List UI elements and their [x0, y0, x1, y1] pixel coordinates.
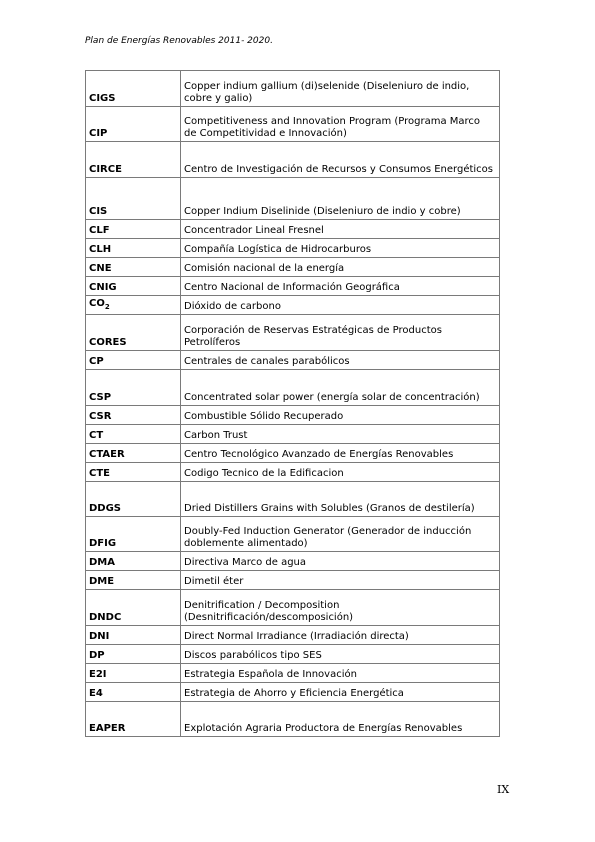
abbreviation-cell [86, 71, 181, 107]
abbreviations-table [85, 70, 500, 737]
abbreviation-cell [86, 463, 181, 482]
table-row [86, 590, 500, 626]
abbreviation-description: Copper indium gallium (di)selenide (Diseleniuro de indio, cobre y galio) [181, 71, 500, 107]
abbreviation-description: Denitrification / Decomposition (Desnitrificación/descomposición) [181, 590, 500, 626]
abbreviation-description: Competitiveness and Innovation Program (Programa Marco de Competitividad e Innovación) [181, 107, 500, 142]
abbreviation-description: Estrategia Española de Innovación [181, 664, 500, 683]
abbreviation-code: E2I [89, 669, 107, 680]
table-row [86, 351, 500, 370]
table-row [86, 107, 500, 142]
abbreviation-code: EAPER [89, 723, 126, 734]
abbreviation-description: Codigo Tecnico de la Edificacion [181, 463, 500, 482]
abbreviation-cell [86, 626, 181, 645]
abbreviation-description: Centro Tecnológico Avanzado de Energías Renovables [181, 444, 500, 463]
page-header: Plan de Energías Renovables 2011- 2020. [85, 36, 273, 46]
abbreviation-code: CP [89, 356, 104, 367]
table-row [86, 220, 500, 239]
abbreviation-description: Comisión nacional de la energía [181, 258, 500, 277]
table-row [86, 552, 500, 571]
abbreviation-code: CTE [89, 468, 110, 479]
table-row [86, 258, 500, 277]
abbreviation-subscript: 2 [104, 303, 110, 311]
abbreviation-code: CIP [89, 128, 108, 139]
table-row [86, 178, 500, 220]
abbreviation-cell [86, 590, 181, 626]
abbreviation-description: Directiva Marco de agua [181, 552, 500, 571]
page-number: IX [497, 783, 510, 796]
abbreviation-cell [86, 571, 181, 590]
abbreviation-description: Explotación Agraria Productora de Energías Renovables [181, 702, 500, 737]
table-row [86, 683, 500, 702]
abbreviation-code: CIS [89, 206, 108, 217]
table-row [86, 482, 500, 517]
abbreviation-cell [86, 107, 181, 142]
abbreviation-cell [86, 220, 181, 239]
table-row [86, 370, 500, 406]
table-row [86, 239, 500, 258]
abbreviation-cell [86, 178, 181, 220]
abbreviation-cell [86, 296, 181, 315]
abbreviation-description: Discos parabólicos tipo SES [181, 645, 500, 664]
abbreviation-cell [86, 552, 181, 571]
abbreviation-description: Centro de Investigación de Recursos y Consumos Energéticos [181, 142, 500, 178]
abbreviation-cell [86, 351, 181, 370]
table-row [86, 664, 500, 683]
abbreviation-code: CLF [89, 225, 110, 236]
abbreviation-cell [86, 482, 181, 517]
table-row [86, 142, 500, 178]
abbreviation-code: DNDC [89, 612, 122, 623]
abbreviation-code: DP [89, 650, 105, 661]
abbreviation-cell [86, 683, 181, 702]
table-row [86, 444, 500, 463]
abbreviation-code: CT [89, 430, 104, 441]
abbreviation-description: Carbon Trust [181, 425, 500, 444]
abbreviation-description: Concentrador Lineal Fresnel [181, 220, 500, 239]
abbreviation-cell [86, 406, 181, 425]
abbreviation-description: Centrales de canales parabólicos [181, 351, 500, 370]
abbreviation-cell [86, 444, 181, 463]
abbreviation-description: Dimetil éter [181, 571, 500, 590]
abbreviation-description: Compañía Logística de Hidrocarburos [181, 239, 500, 258]
abbreviation-code: DFIG [89, 538, 117, 549]
abbreviation-code: CLH [89, 244, 112, 255]
abbreviation-code: E4 [89, 688, 103, 699]
abbreviation-cell [86, 645, 181, 664]
abbreviation-code: CSP [89, 392, 112, 403]
abbreviation-cell [86, 370, 181, 406]
abbreviation-cell [86, 315, 181, 351]
table-row [86, 315, 500, 351]
abbreviation-code: CIRCE [89, 164, 122, 175]
abbreviation-description: Dióxido de carbono [181, 296, 500, 315]
abbreviation-cell [86, 517, 181, 552]
abbreviation-code: CNE [89, 263, 112, 274]
table-row [86, 406, 500, 425]
abbreviation-code: DMA [89, 557, 115, 568]
table-row [86, 645, 500, 664]
abbreviation-description: Doubly-Fed Induction Generator (Generador de inducción doblemente alimentado) [181, 517, 500, 552]
table-row [86, 702, 500, 737]
abbreviation-code: CO [89, 298, 105, 309]
abbreviation-code: DME [89, 576, 115, 587]
abbreviation-cell [86, 142, 181, 178]
abbreviation-code: CIGS [89, 93, 116, 104]
table-row [86, 425, 500, 444]
abbreviations-table-body [86, 71, 500, 737]
table-row [86, 626, 500, 645]
abbreviation-code: DDGS [89, 503, 122, 514]
table-row [86, 71, 500, 107]
abbreviation-code: CNIG [89, 282, 117, 293]
abbreviation-cell [86, 664, 181, 683]
abbreviation-description: Estrategia de Ahorro y Eficiencia Energética [181, 683, 500, 702]
abbreviation-code: CORES [89, 337, 127, 348]
table-row [86, 571, 500, 590]
abbreviation-cell [86, 425, 181, 444]
abbreviation-code: CTAER [89, 449, 125, 460]
abbreviation-description: Centro Nacional de Información Geográfica [181, 277, 500, 296]
table-row [86, 296, 500, 315]
abbreviation-description: Concentrated solar power (energía solar de concentración) [181, 370, 500, 406]
abbreviation-code: DNI [89, 631, 110, 642]
abbreviation-description: Dried Distillers Grains with Solubles (Granos de destilería) [181, 482, 500, 517]
table-row [86, 517, 500, 552]
abbreviation-description: Corporación de Reservas Estratégicas de Productos Petrolíferos [181, 315, 500, 351]
table-row [86, 277, 500, 296]
abbreviation-description: Combustible Sólido Recuperado [181, 406, 500, 425]
abbreviation-description: Copper Indium Diselinide (Diseleniuro de indio y cobre) [181, 178, 500, 220]
table-row [86, 463, 500, 482]
abbreviation-code: CSR [89, 411, 112, 422]
abbreviation-cell [86, 702, 181, 737]
abbreviation-cell [86, 239, 181, 258]
abbreviation-description: Direct Normal Irradiance (Irradiación directa) [181, 626, 500, 645]
abbreviation-cell [86, 258, 181, 277]
abbreviation-cell [86, 277, 181, 296]
